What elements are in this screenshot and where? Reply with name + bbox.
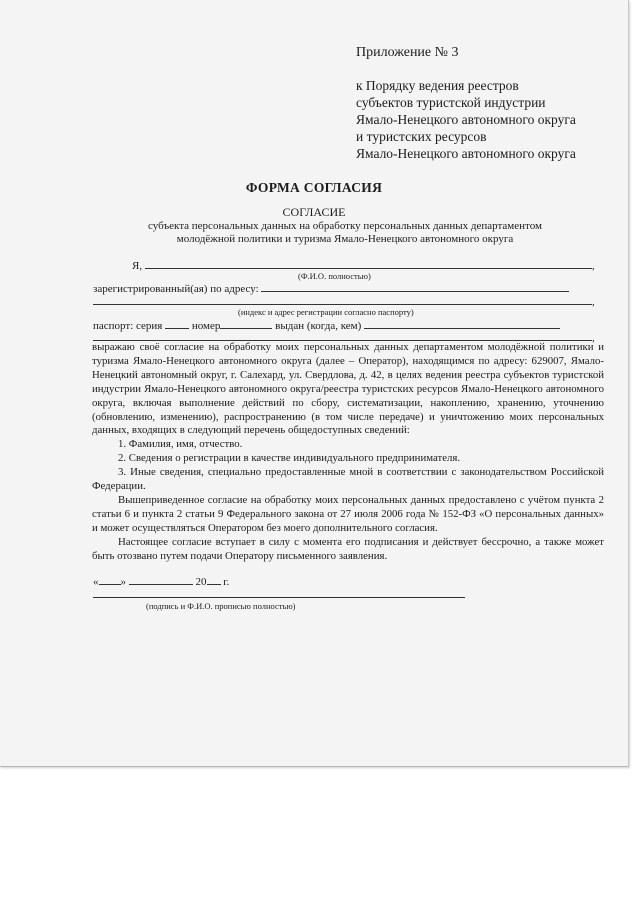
- passport-issued-label: выдан (когда, кем): [275, 320, 362, 332]
- passport-series-label: паспорт: серия: [93, 320, 163, 332]
- ya-label: Я,: [132, 260, 143, 272]
- year-field[interactable]: [207, 574, 221, 585]
- date-close-quote: »: [120, 576, 126, 588]
- appendix-line: Ямало-Ненецкого автономного округа: [356, 112, 576, 127]
- list-item: 3. Иные сведения, специально предоставленные мной в соответствии с законодательством Российской Федерации.: [92, 466, 604, 493]
- appendix-line: и туристских ресурсов: [356, 129, 487, 144]
- form-title: ФОРМА СОГЛАСИЯ: [245, 180, 383, 195]
- full-name-caption: (Ф.И.О. полностью): [298, 271, 371, 281]
- passport-issued-field-continued[interactable]: [93, 330, 592, 341]
- passport-number-label: номер: [191, 320, 221, 332]
- consent-subject: [90, 220, 600, 246]
- year-suffix: г.: [223, 576, 230, 588]
- year-prefix: 20: [195, 576, 207, 588]
- list-item: 1. Фамилия, имя, отчество.: [118, 438, 243, 451]
- passport-series-field[interactable]: [165, 318, 189, 329]
- appendix-line: к Порядку ведения реестров: [356, 78, 519, 93]
- appendix-line: субъектов туристской индустрии: [356, 95, 546, 110]
- day-field[interactable]: [99, 574, 121, 585]
- passport-issued-field[interactable]: [364, 318, 560, 329]
- subject-line: субъекта персональных данных на обработку персональных данных департаментом: [148, 220, 542, 232]
- subject-line: молодёжной политики и туризма Ямало-Ненецкого автономного округа: [176, 233, 514, 245]
- full-name-field[interactable]: [145, 258, 592, 269]
- address-field[interactable]: [261, 281, 569, 292]
- legal-basis-paragraph: Вышеприведенное согласие на обработку моих персональных данных предоставлено с учётом пункта 2 статьи 6 и пункта 2 статьи 9 Федерального закона от 27 июля 2006 года № 152-ФЗ «О персональных данных» и может осуществляться Оператором без моего дополнительного согласия.: [92, 493, 604, 534]
- address-field-continued[interactable]: [93, 294, 592, 305]
- consent-paragraph: выражаю своё согласие на обработку моих персональных данных департаментом молодёжной политики и туризма Ямало-Ненецкого автономного округа (далее – Оператор), находящимся по адресу: 629007, Ямало-Ненецкий автономный округ, г. Салехард, ул. Свердлова, д. 42, в целях ведения реестра субъектов туристской индустрии Ямало-Ненецкого автономного округа/реестра туристских ресурсов Ямало-Ненецкого автономного округа, включая выполнение действий по сбору, систематизации, накоплению, хранению, уточнению (обновлению, изменению), распространению (в том числе передаче) и уничтожению моих персональных данных, входящих в следующий перечень общедоступных сведений:: [92, 341, 604, 437]
- date-open-quote: «: [93, 576, 99, 588]
- signature-field[interactable]: [93, 597, 465, 598]
- date-row: [93, 574, 229, 588]
- address-row-2: ,: [93, 294, 595, 309]
- name-row: Я, ,: [132, 260, 595, 272]
- passport-number-field[interactable]: [220, 318, 272, 329]
- appendix-block: [356, 44, 576, 162]
- consent-body: [92, 341, 604, 564]
- month-field[interactable]: [129, 574, 193, 585]
- registered-label: зарегистрированный(ая) по адресу:: [93, 283, 259, 295]
- address-caption: (индекс и адрес регистрации согласно паспорту): [238, 307, 414, 317]
- consent-heading: СОГЛАСИЕ: [282, 205, 346, 219]
- appendix-line: Ямало-Ненецкого автономного округа: [356, 146, 576, 161]
- list-item: 2. Сведения о регистрации в качестве индивидуального предпринимателя.: [118, 452, 461, 465]
- validity-paragraph: Настоящее согласие вступает в силу с момента его подписания и действует бессрочно, а также может быть отозвано путем подачи Оператору письменного заявления.: [92, 535, 604, 562]
- signature-caption: (подпись и Ф.И.О. прописью полностью): [146, 601, 296, 611]
- appendix-number: Приложение № 3: [356, 45, 459, 60]
- passport-row-2: ,: [93, 330, 595, 345]
